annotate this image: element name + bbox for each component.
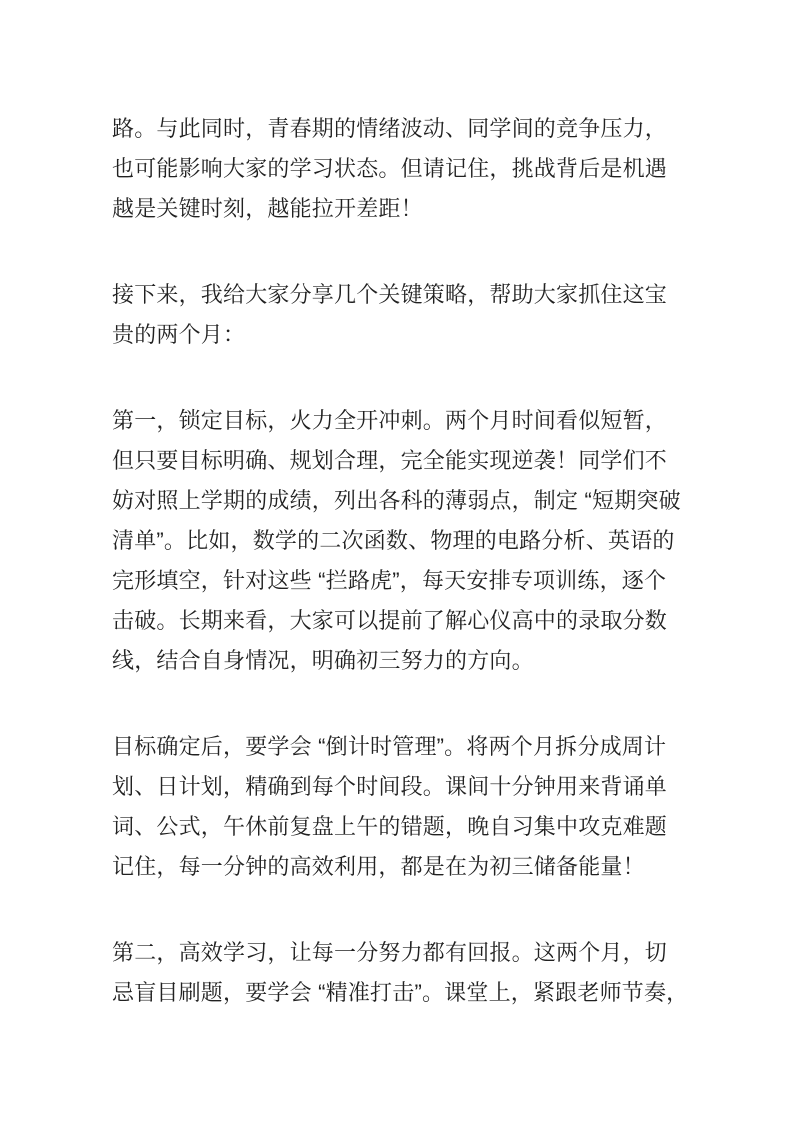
text-line: 接下来，我给大家分享几个关键策略，帮助大家抓住这宝 [112, 282, 668, 307]
text-line: 目标确定后，要学会 “倒计时管理”。将两个月拆分成周计 [112, 734, 667, 759]
text-line: 划、日计划，精确到每个时间段。课间十分钟用来背诵单 [112, 774, 668, 799]
paragraph-5 [112, 933, 697, 1013]
paragraph-2 [112, 275, 697, 355]
text-line: 忌盲目刷题，要学会 “精准打击”。课堂上，紧跟老师节奏， [112, 980, 689, 1005]
paragraph-4 [112, 727, 697, 887]
text-line: 击破。长期来看，大家可以提前了解心仪高中的录取分数 [112, 608, 668, 633]
text-line: 但只要目标明确、规划合理，完全能实现逆袭！同学们不 [112, 448, 668, 473]
text-line: 清单”。比如，数学的二次函数、物理的电路分析、英语的 [112, 528, 675, 553]
paragraph-3 [112, 401, 697, 681]
document-text-block [112, 109, 697, 1059]
text-line: 越是关键时刻，越能拉开差距！ [112, 196, 423, 221]
text-line: 路。与此同时，青春期的情绪波动、同学间的竞争压力， [112, 116, 668, 141]
text-line: 完形填空，针对这些 “拦路虎”，每天安排专项训练，逐个 [112, 568, 667, 593]
text-line: 第一，锁定目标，火力全开冲刺。两个月时间看似短暂， [112, 408, 668, 433]
paragraph-1 [112, 109, 697, 229]
text-line: 线，结合自身情况，明确初三努力的方向。 [112, 648, 534, 673]
text-line: 妨对照上学期的成绩，列出各科的薄弱点，制定 “短期突破 [112, 488, 681, 513]
text-line: 词、公式，午休前复盘上午的错题，晚自习集中攻克难题 [112, 814, 668, 839]
text-line: 也可能影响大家的学习状态。但请记住，挑战背后是机遇 [112, 156, 668, 181]
text-line: 第二，高效学习，让每一分努力都有回报。这两个月，切 [112, 940, 668, 965]
text-line: 记住，每一分钟的高效利用，都是在为初三储备能量！ [112, 854, 645, 879]
text-line: 贵的两个月： [112, 322, 246, 347]
